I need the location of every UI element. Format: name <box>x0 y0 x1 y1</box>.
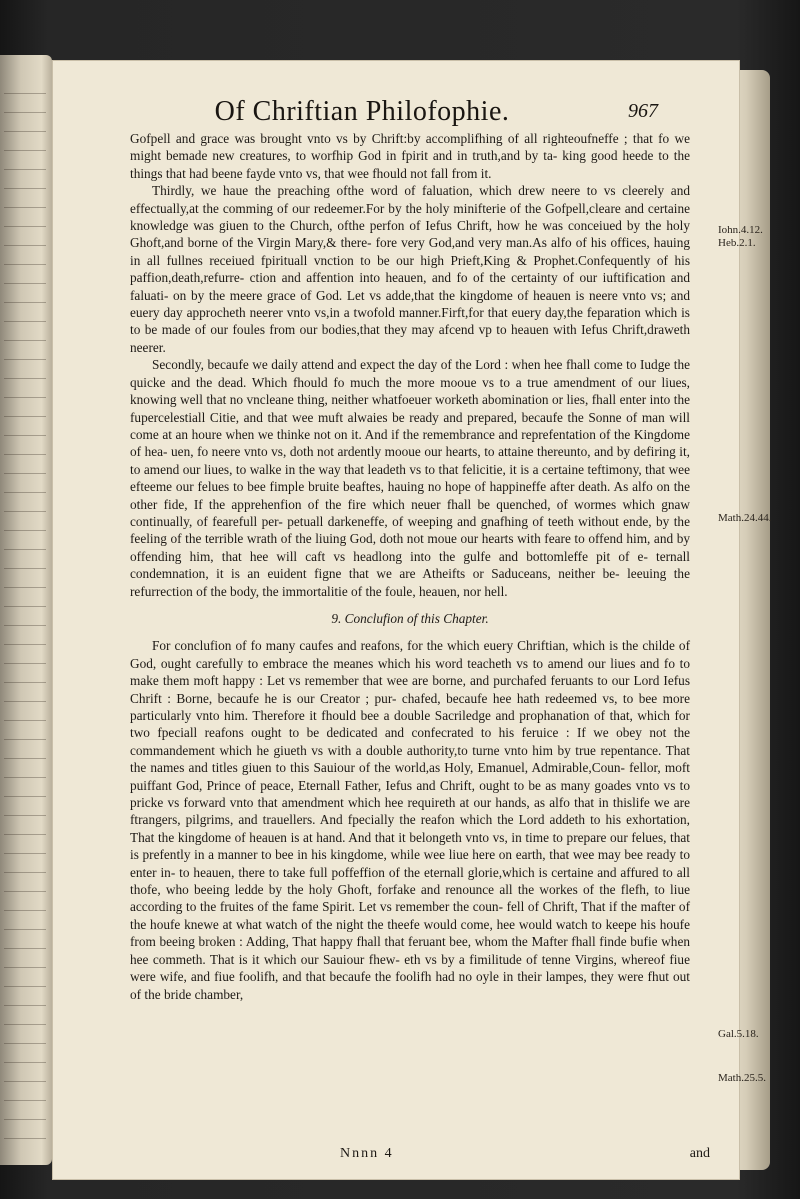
book-page <box>52 60 772 1180</box>
signature-mark: Nnnn 4 <box>340 1146 394 1161</box>
facing-page-text-lines <box>4 75 46 1145</box>
paragraph: Thirdly, we haue the preaching ofthe word of faluation, which drew neere to vs cleerely and effectually,at the comming of our redeemer.For by the holy minifterie of the Gofpell,cleare and certaine knowledge was giuen to the Church, ofthe perfon of Iefus Chrift, how he was conceiued by the holy Ghoft,and borne of the Virgin Mary,& there- fore very God,and very man.As alfo of his offices, hauing in all fullnes receiued fpirituall vnction to be our high Prieft,King & Prophet.Confequently of his paffion,death,refurre- ction and affention into heauen, and fo of the certainty of our iuftification and faluati- on by the meere grace of God. Let vs adde,that the kingdome of heauen is neere vnto vs; and euery day approcheth neerer vnto vs,in a twofold manner.Firft,for that euery day,the feparation which is to be made of our foules from our bodies,that they may afcend vp to heauen with Iefus Chrift,draweth neerer. <box>130 183 690 355</box>
section-heading: 9. Conclufion of this Chapter. <box>331 610 489 626</box>
page-number: 967 <box>628 100 658 122</box>
margin-note: Math.25.5. <box>718 1072 766 1084</box>
paragraph: Gofpell and grace was brought vnto vs by Chrift:by accomplifhing of all righteoufneffe ; that fo we might bemade new creatures, to worfhip God in fpirit and in truth,and by ta- king good heede to the things that had beene fayde vnto vs, that wee fhould not fall from it. <box>130 131 690 181</box>
margin-note: Iohn.4.12. Heb.2.1. <box>718 224 763 249</box>
margin-note: Gal.5.18. <box>718 1028 759 1040</box>
margin-note: Math.24.44. <box>718 512 772 524</box>
body-text <box>130 130 690 1003</box>
page-footer <box>130 1146 710 1166</box>
running-head: Of Chriftian Philofophie. <box>214 96 510 127</box>
paragraph: For conclufion of fo many caufes and reafons, for the which euery Chriftian, which is the childe of God, ought carefully to embrace the meanes which his word teacheth vs to amend our liues and fo to make them moft happy : Let vs remember that wee are borne, and purchafed feruants to our Lord Iefus Chrift : Borne, becaufe he is our Creator ; pur- chafed, becaufe hee hath redeemed vs, to bee more particularly vnto him. Therefore it fhould bee a double Sacriledge and prophanation of that, which for two fpeciall reafons ought to be dedicated and confecrated to his feruice : If we obey not the commandement which he giueth vs with a double authority,to turne vnto him by true repentance. That the names and titles giuen to this Sauiour of the world,as Holy, Emanuel, Admirable,Coun- fellor, moft puiffant God, Prince of peace, Eternall Father, Iefus and Chrift, ought to be as many goades vnto vs to pricke vs forward vnto that amendment which hee requireth at our hands, as alfo that in thislife we are ftrangers, pilgrims, and trauellers. And fpecially the reafon which the Lord addeth to his exhortation, That the kingdome of heauen is at hand. And that it belongeth vnto vs, in time to prepare our felues, that is prefently in a manner to bee in his kingdome, while wee liue here on earth, that wee may bee ready to enter in- to heauen, there to take full poffeffion of the eternall glorie,which is certaine and affured to all thofe, who beeing ledde by the holy Ghoft, forfake and renounce all the workes of the flefh, to liue according to the fruites of the fame Spirit. Let vs remember the coun- fell of Chrift, That if the mafter of the houfe knewe at what watch of the night the theefe would come, hee would watch to keepe his houfe from beeing broken : Adding, That happy fhall that feruant bee, whom the Mafter fhall finde bufie when hee commeth. That is it which our Sauiour fhew- eth vs by a fimilitude of tenne Virgins, whereof fiue were wife, and fiue foolifh, and that becaufe the foolifh had no oyle in their lampes, they were fhut out of the bride chamber, <box>130 638 690 1002</box>
catchword: and <box>689 1146 710 1161</box>
paragraph: Secondly, becaufe we daily attend and expect the day of the Lord : when hee fhall come to Iudge the quicke and the dead. Which fhould fo much the more mooue vs to a true amendment of our liues, knowing well that no vncleane thing, neither whatfoeuer worketh abomination or lies, fhall enter into the fupercelestiall Citie, and that wee muft alwaies be ready and prepared, becaufe the Sonne of man will come at an houre when we thinke not on it. And if the remembrance and reprefentation of the Kingdome of hea- uen, fo neere vnto vs, doth not ardently mooue our hearts, to attaine thereunto, and by defiring it, to amend our liues, to walke in the way that leadeth vs to that felicitie, it is a certaine teftimony, that wee efteeme our felues to bee fimple bruite beaftes, hauing no hope of happineffe after death. As alfo on the other fide, If the apprehenfion of the fire which neuer fhall be quenched, of wormes which gnaw continually, of fearefull per- petuall darkeneffe, of weeping and gnafhing of teeth without ende, by the feeling of the terrible wrath of the liuing God, doth not moue our hearts with feare to offend him, and by offending him, that hee will caft vs headlong into the gulfe and bottomleffe pit of e- ternall condemnation, it is an euident figne that we are Atheifts or Saduceans, neither be- leeuing the refurrection of the body, the immortalitie of the foule, heauen, nor hell. <box>130 357 690 599</box>
facing-page-edge <box>0 55 52 1165</box>
